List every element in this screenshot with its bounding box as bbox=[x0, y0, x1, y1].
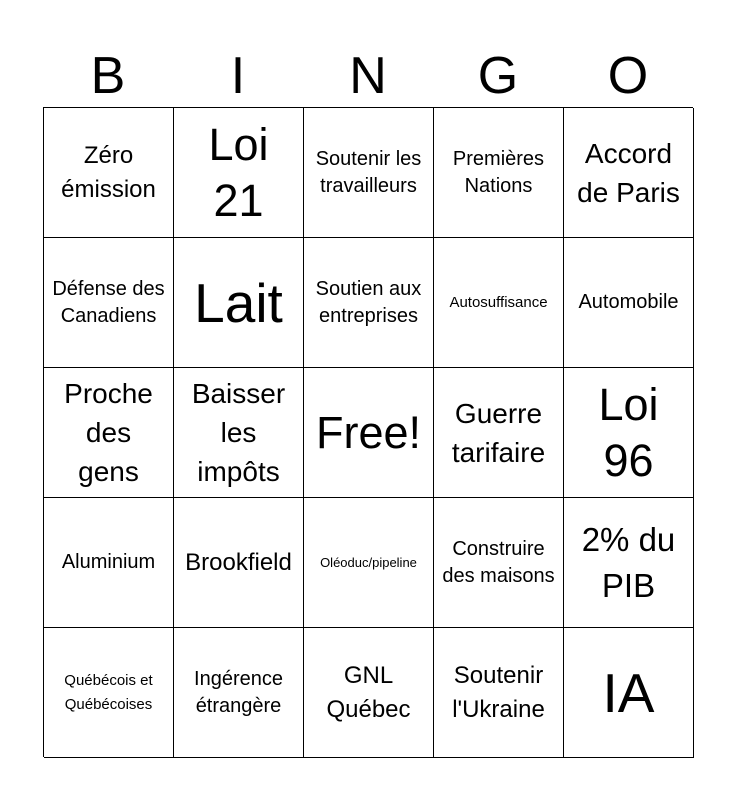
cell-label: Ingérence étrangère bbox=[194, 667, 283, 717]
header-letter-o: O bbox=[607, 47, 649, 105]
bingo-cell[interactable] bbox=[174, 368, 304, 498]
cell-label: IA bbox=[602, 661, 655, 724]
header-letter-g: G bbox=[477, 47, 519, 105]
cell-label: Soutien aux entreprises bbox=[315, 277, 422, 327]
cell-label: Brookfield bbox=[185, 548, 292, 576]
bingo-cell[interactable] bbox=[44, 628, 174, 758]
bingo-cell[interactable] bbox=[304, 368, 434, 498]
bingo-cell[interactable] bbox=[434, 238, 564, 368]
bingo-cell[interactable] bbox=[564, 238, 694, 368]
bingo-cell[interactable] bbox=[434, 498, 564, 628]
bingo-cell[interactable] bbox=[174, 628, 304, 758]
header-letter-i: I bbox=[230, 47, 246, 105]
bingo-cell[interactable] bbox=[564, 368, 694, 498]
cell-label: Free! bbox=[315, 406, 422, 458]
bingo-grid bbox=[43, 107, 693, 757]
bingo-cell[interactable] bbox=[304, 238, 434, 368]
bingo-cell[interactable] bbox=[44, 368, 174, 498]
cell-label: Accord de Paris bbox=[577, 137, 680, 208]
cell-label: Oléoduc/pipeline bbox=[320, 554, 417, 570]
cell-label: Proche des gens bbox=[64, 378, 153, 487]
cell-label: Loi 96 bbox=[598, 378, 659, 486]
bingo-cell[interactable] bbox=[564, 628, 694, 758]
cell-label: Guerre tarifaire bbox=[451, 397, 546, 468]
cell-label: Premières Nations bbox=[452, 147, 545, 197]
cell-label: Loi 21 bbox=[208, 118, 269, 226]
cell-label: GNL Québec bbox=[326, 661, 411, 723]
cell-label: 2% du PIB bbox=[581, 520, 676, 604]
bingo-cell[interactable] bbox=[174, 238, 304, 368]
bingo-cell[interactable] bbox=[434, 108, 564, 238]
bingo-cell[interactable] bbox=[304, 628, 434, 758]
bingo-cell[interactable] bbox=[44, 108, 174, 238]
bingo-cell[interactable] bbox=[174, 108, 304, 238]
bingo-cell[interactable] bbox=[434, 368, 564, 498]
cell-label: Lait bbox=[194, 271, 283, 334]
bingo-cell[interactable] bbox=[564, 108, 694, 238]
bingo-cell[interactable] bbox=[44, 498, 174, 628]
bingo-header bbox=[43, 46, 693, 106]
cell-label: Défense des Canadiens bbox=[52, 277, 165, 327]
cell-label: Automobile bbox=[578, 291, 679, 313]
header-letter-n: N bbox=[349, 47, 387, 105]
header-letter-b: B bbox=[90, 47, 126, 105]
cell-label: Aluminium bbox=[61, 551, 156, 573]
bingo-cell[interactable] bbox=[304, 498, 434, 628]
bingo-cell[interactable] bbox=[304, 108, 434, 238]
bingo-cell[interactable] bbox=[434, 628, 564, 758]
cell-label: Autosuffisance bbox=[449, 293, 548, 311]
cell-label: Québécois et Québécoises bbox=[64, 671, 153, 713]
cell-label: Zéro émission bbox=[61, 141, 156, 203]
bingo-cell[interactable] bbox=[174, 498, 304, 628]
cell-label: Soutenir l'Ukraine bbox=[452, 661, 545, 723]
cell-label: Soutenir les travailleurs bbox=[315, 147, 422, 197]
cell-label: Baisser les impôts bbox=[191, 378, 286, 487]
cell-label: Construire des maisons bbox=[442, 537, 555, 587]
bingo-cell[interactable] bbox=[564, 498, 694, 628]
bingo-cell[interactable] bbox=[44, 238, 174, 368]
